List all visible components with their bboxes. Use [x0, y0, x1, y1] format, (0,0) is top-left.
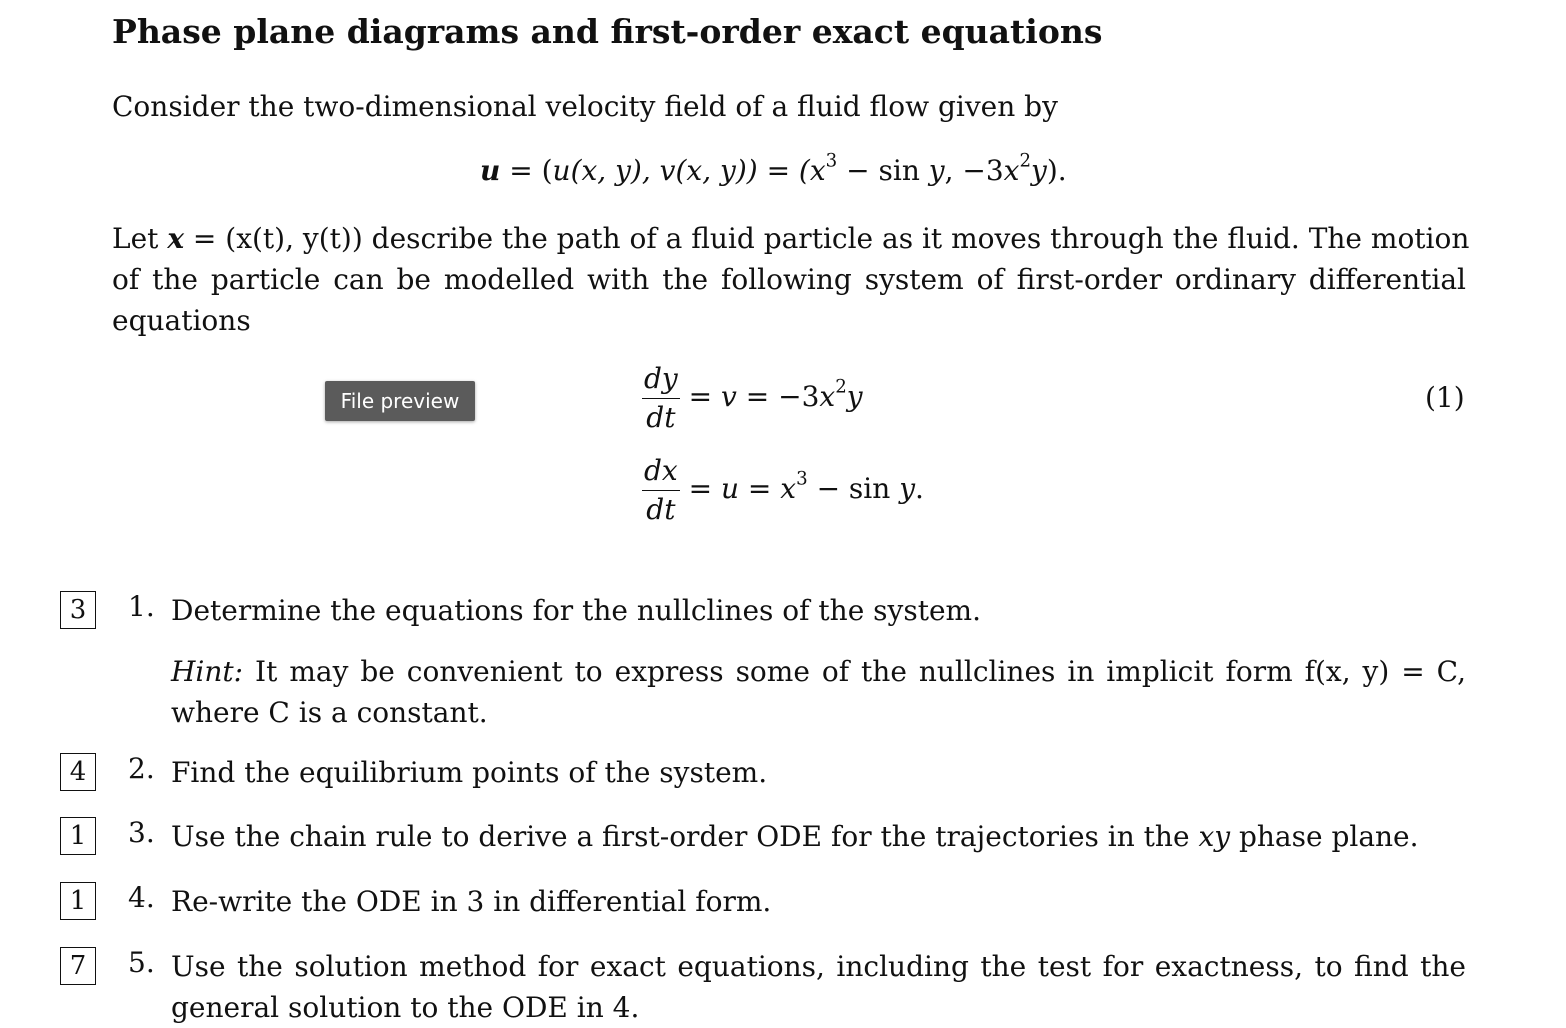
question-text: Determine the equations for the nullclines of the system.: [171, 594, 981, 627]
fraction-dy-dt: [642, 360, 680, 437]
eq-part: ).: [1046, 154, 1067, 187]
eq-part: = (: [500, 154, 553, 187]
eq-part: 3: [825, 150, 838, 172]
paragraph-line: [112, 218, 1470, 259]
numerator: dy: [642, 360, 680, 399]
equation-dy-dt: [642, 360, 863, 437]
file-preview-button[interactable]: File preview: [325, 381, 475, 421]
text-part: = (x(t), y(t)) describe the path of a fluid particle as it moves through the fluid. The motion: [184, 222, 1470, 255]
denominator: dt: [646, 401, 676, 434]
eq-part: =: [679, 472, 721, 505]
eq-part: − sin: [837, 154, 929, 187]
eq-part: =: [739, 472, 781, 505]
eq-part: x: [1003, 154, 1020, 187]
hint-label: Hint:: [171, 655, 244, 688]
equation-dx-dt: [642, 452, 924, 529]
eq-part: = −3: [736, 380, 820, 413]
equation-label: (1): [1425, 381, 1465, 414]
hint-text: It may be convenient to express some of the nullclines in implicit form f(x, y) = C,: [243, 655, 1466, 688]
page-title: Phase plane diagrams and first-order exact equations: [112, 12, 1103, 51]
marks-box-q4: 1: [60, 882, 96, 920]
eq-part: , −3: [944, 154, 1004, 187]
eq-part: y: [899, 472, 916, 505]
question-number: 3.: [128, 816, 155, 849]
hint-line: where C is a constant.: [171, 696, 488, 729]
fraction-dx-dt: [642, 452, 680, 529]
question-text: [171, 816, 1419, 857]
marks-box-q2: 4: [60, 753, 96, 791]
text-part: xy: [1198, 820, 1231, 853]
eq-part: u: [552, 154, 571, 187]
question-number: 2.: [128, 752, 155, 785]
eq-part: 2: [835, 376, 847, 398]
eq-part: y: [846, 380, 863, 413]
paragraph-line: of the particle can be modelled with the following system of first-order ordinary differential: [112, 263, 1466, 296]
eq-part: .: [915, 472, 924, 505]
eq-part: x: [819, 380, 836, 413]
marks-box-q3: 1: [60, 817, 96, 855]
eq-part: v: [721, 380, 737, 413]
intro-text: Consider the two-dimensional velocity field of a fluid flow given by: [112, 90, 1058, 123]
eq-part: x: [809, 154, 826, 187]
marks-box-q5: 7: [60, 947, 96, 985]
question-number: 1.: [128, 590, 155, 623]
u-vector: u: [480, 154, 501, 187]
eq-part: x: [780, 472, 797, 505]
question-text: Re-write the ODE in 3 in differential form.: [171, 885, 772, 918]
velocity-equation: [480, 150, 1067, 187]
eq-part: u: [720, 472, 740, 505]
eq-part: v: [659, 154, 676, 187]
numerator: dx: [642, 452, 680, 491]
eq-part: y: [1031, 154, 1047, 187]
eq-part: (x, y),: [570, 154, 660, 187]
eq-part: =: [679, 380, 722, 413]
eq-part: (x, y)) = (: [675, 154, 810, 187]
text-part: Let: [112, 222, 168, 255]
text-part: phase plane.: [1230, 820, 1419, 853]
marks-box-q1: 3: [60, 591, 96, 629]
question-number: 4.: [128, 881, 155, 914]
question-text: Find the equilibrium points of the system.: [171, 756, 768, 789]
eq-part: − sin: [807, 472, 900, 505]
hint-line: [171, 651, 1466, 692]
text-part: Use the chain rule to derive a first-order ODE for the trajectories in the: [171, 820, 1199, 853]
eq-part: 2: [1019, 150, 1032, 172]
paragraph-line: equations: [112, 304, 251, 337]
eq-part: y: [928, 154, 945, 187]
x-vector: x: [167, 222, 185, 255]
question-text: Use the solution method for exact equations, including the test for exactness, to find the: [171, 950, 1466, 983]
question-number: 5.: [128, 946, 155, 979]
denominator: dt: [646, 493, 676, 526]
question-text: general solution to the ODE in 4.: [171, 991, 640, 1024]
eq-part: 3: [796, 468, 808, 490]
